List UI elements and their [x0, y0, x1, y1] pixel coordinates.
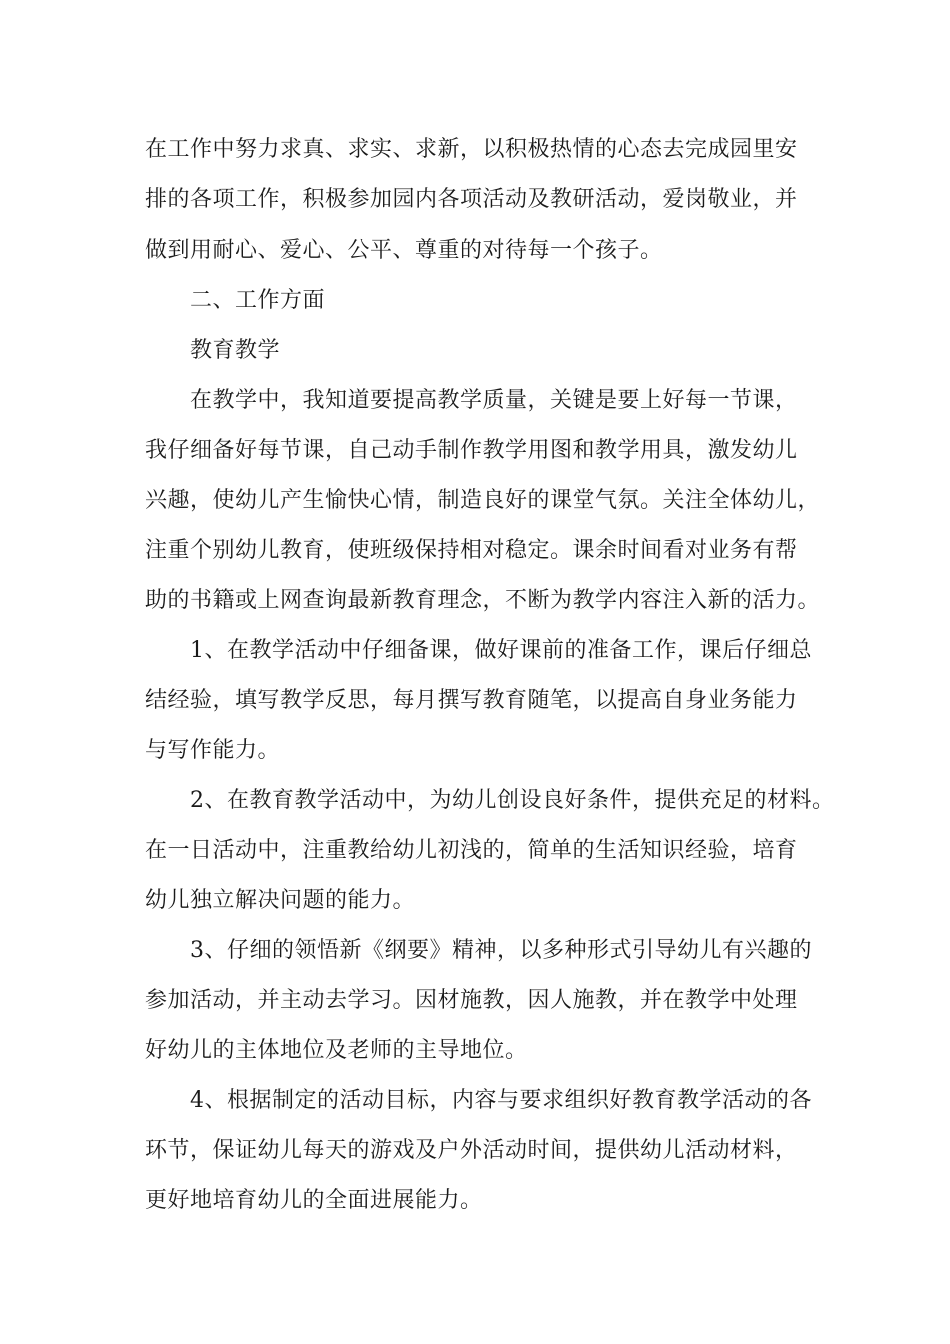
list-item-line: 参加活动，并主动去学习。因材施教，因人施教，并在教学中处理	[145, 988, 798, 1013]
list-item-line: 3、仔细的领悟新《纲要》精神，以多种形式引导幼儿有兴趣的	[190, 938, 812, 963]
section-heading: 二、工作方面	[190, 288, 326, 313]
list-item-line: 结经验，填写教学反思，每月撰写教育随笔，以提高自身业务能力	[145, 688, 798, 713]
paragraph-line: 兴趣，使幼儿产生愉快心情，制造良好的课堂气氛。关注全体幼儿，	[145, 488, 821, 513]
paragraph-line: 注重个别幼儿教育，使班级保持相对稳定。课余时间看对业务有帮	[145, 538, 798, 563]
list-item-line: 在一日活动中，注重教给幼儿初浅的，简单的生活知识经验，培育	[145, 838, 798, 863]
paragraph-line: 在工作中努力求真、求实、求新，以积极热情的心态去完成园里安	[145, 137, 798, 162]
paragraph-line: 排的各项工作，积极参加园内各项活动及教研活动，爱岗敬业，并	[145, 187, 798, 212]
list-item-line: 更好地培育幼儿的全面进展能力。	[145, 1188, 483, 1213]
paragraph-line: 在教学中，我知道要提高教学质量，关键是要上好每一节课，	[190, 388, 798, 413]
list-item-line: 2、在教育教学活动中，为幼儿创设良好条件，提供充足的材料。	[190, 788, 835, 813]
subsection-heading: 教育教学	[190, 338, 281, 363]
list-item-line: 好幼儿的主体地位及老师的主导地位。	[145, 1038, 528, 1063]
paragraph-line: 我仔细备好每节课，自己动手制作教学用图和教学用具，激发幼儿	[145, 438, 798, 463]
list-item-line: 幼儿独立解决问题的能力。	[145, 888, 416, 913]
list-item-line: 4、根据制定的活动目标，内容与要求组织好教育教学活动的各	[190, 1088, 812, 1113]
list-item-line: 环节，保证幼儿每天的游戏及户外活动时间，提供幼儿活动材料，	[145, 1138, 798, 1163]
list-item-line: 1、在教学活动中仔细备课，做好课前的准备工作，课后仔细总	[190, 638, 812, 663]
paragraph-line: 做到用耐心、爱心、公平、尊重的对待每一个孩子。	[145, 238, 663, 263]
list-item-line: 与写作能力。	[145, 738, 281, 763]
paragraph-line: 助的书籍或上网查询最新教育理念，不断为教学内容注入新的活力。	[145, 588, 821, 613]
